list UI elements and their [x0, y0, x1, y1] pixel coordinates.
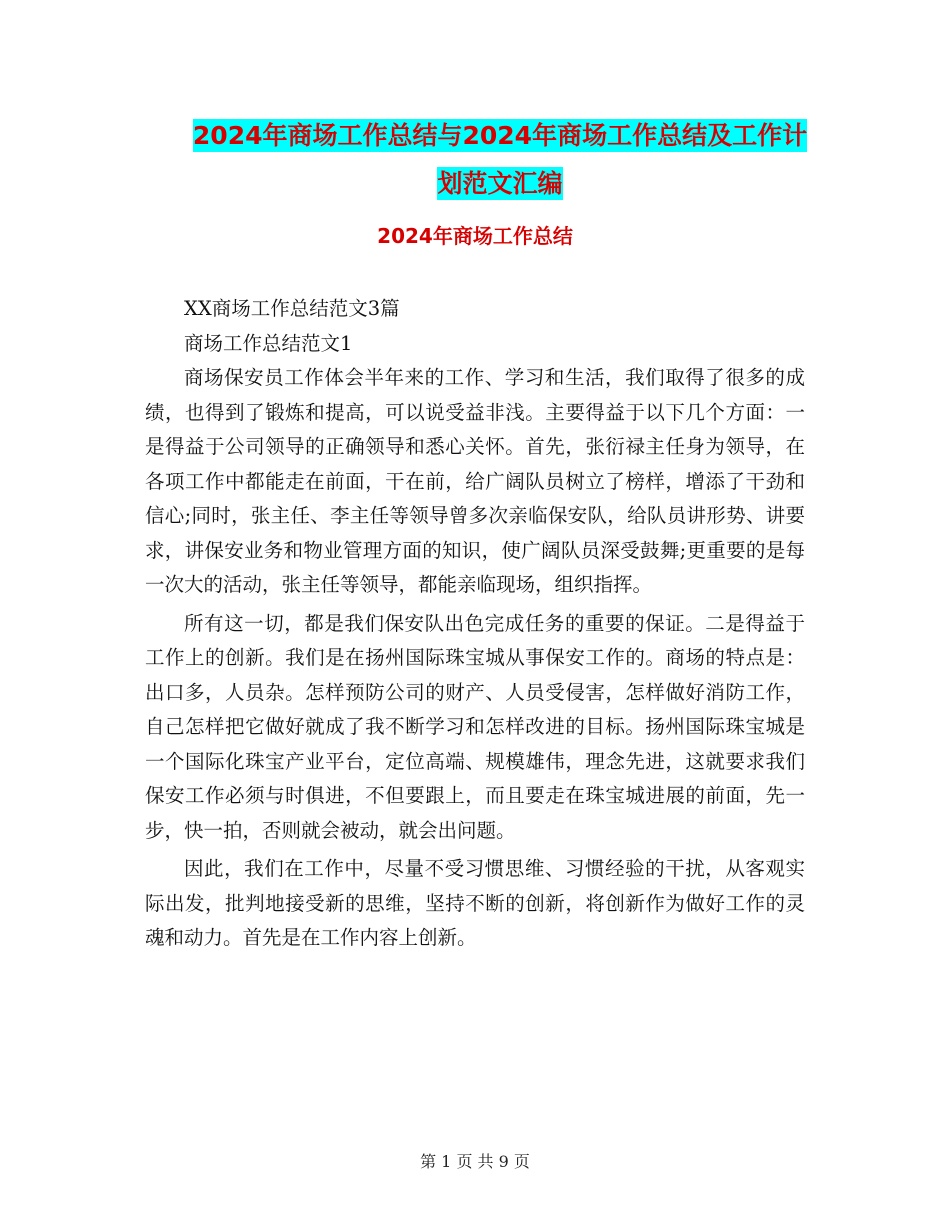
footer-total-pages: 9 — [498, 1152, 509, 1171]
paragraph-subtitle: XX商场工作总结范文3篇 — [184, 297, 400, 320]
paragraph-3: 因此，我们在工作中，尽量不受习惯思维、习惯经验的干扰，从客观实际出发，批判地接受新的思维，坚持不断的创新，将创新作为做好工作的灵魂和动力。首先是在工作内容上创新。 — [145, 857, 805, 949]
footer-label-page: 第 — [420, 1152, 437, 1171]
page-footer — [0, 1150, 950, 1174]
paragraph-2: 所有这一切，都是我们保安队出色完成任务的重要的保证。二是得益于工作上的创新。我们是在扬州国际珠宝城从事保安工作的。商场的特点是：出口多，人员杂。怎样预防公司的财产、人员受侵害，怎样做好消防工作，自己怎样把它做好就成了我不断学习和怎样改进的目标。扬州国际珠宝城是一个国际化珠宝产业平台，定位高端、规模雄伟，理念先进，这就要求我们保安工作必须与时俱进，不但要跟上，而且要走在珠宝城进展的前面，先一步，快一拍，否则就会被动，就会出问题。 — [145, 611, 805, 842]
document-body — [145, 292, 805, 956]
paragraph-sample-label: 商场工作总结范文1 — [184, 331, 353, 355]
paragraph-1: 商场保安员工作体会半年来的工作、学习和生活，我们取得了很多的成绩，也得到了锻炼和提高，可以说受益非浅。主要得益于以下几个方面：一是得益于公司领导的正确领导和悉心关怀。首先，张衍禄主任身为领导，在各项工作中都能走在前面，干在前，给广阔队员树立了榜样，增添了干劲和信心;同时，张主任、李主任等领导曾多次亲临保安队，给队员讲形势、讲要求，讲保安业务和物业管理方面的知识，使广阔队员深受鼓舞;更重要的是每一次大的活动，张主任等领导，都能亲临现场，组织指挥。 — [145, 366, 805, 596]
footer-label-end: 页 — [513, 1152, 530, 1171]
footer-label-of: 页 共 — [456, 1152, 494, 1171]
document-title-line-2: 划范文汇编 — [437, 169, 563, 198]
footer-current-page: 1 — [441, 1152, 452, 1171]
document-title — [160, 112, 840, 208]
document-title-line-1: 2024年商场工作总结与2024年商场工作总结及工作计 — [192, 121, 808, 150]
section-heading: 2024年商场工作总结 — [377, 224, 573, 248]
